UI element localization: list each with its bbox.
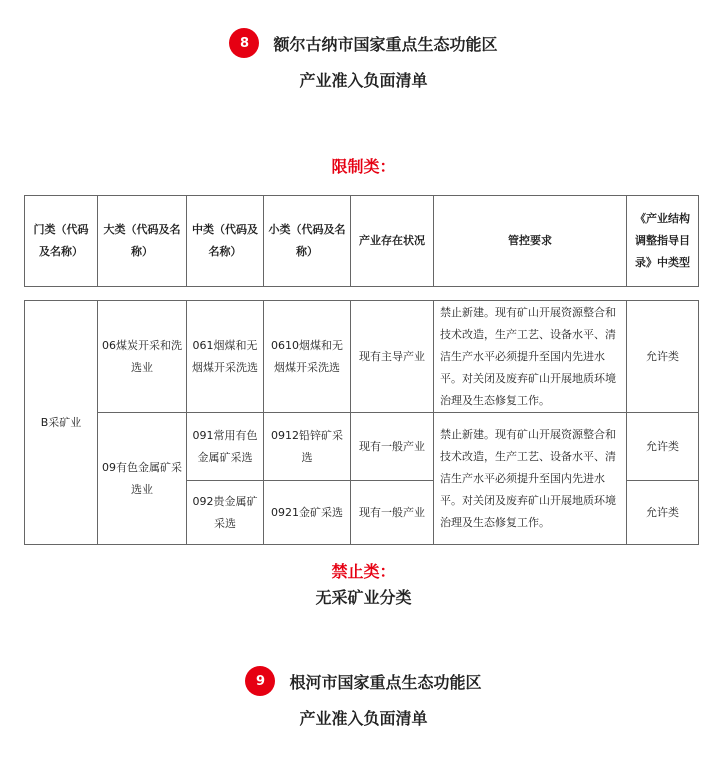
- cell-middle: 092贵金属矿采选: [187, 481, 264, 545]
- cell-control: 禁止新建。现有矿山开展资源整合和技术改造，生产工艺、设备水平、清洁生产水平必须提升至国内先进水平。对关闭及废弃矿山开展地质环境治理及生态修复工作。: [434, 301, 627, 413]
- header-control: 管控要求: [434, 196, 627, 287]
- table-row: [25, 301, 699, 413]
- header-category: 门类（代码及名称）: [25, 196, 98, 287]
- negative-list-table: [24, 195, 699, 545]
- section-8-subtitle: 产业准入负面清单: [299, 71, 428, 90]
- cell-status: 现有一般产业: [351, 481, 434, 545]
- cell-middle: 091常用有色金属矿采选: [187, 413, 264, 481]
- table-header-row: [25, 196, 699, 287]
- cell-major: 09有色金属矿采选业: [98, 413, 187, 545]
- header-middle: 中类（代码及名称）: [187, 196, 264, 287]
- section-8-title: 额尔古纳市国家重点生态功能区: [273, 34, 498, 54]
- section-9-heading: [0, 666, 727, 729]
- section-8-heading: [0, 28, 727, 91]
- prohibited-text: 无采矿业分类: [315, 588, 412, 607]
- cell-status: 现有主导产业: [351, 301, 434, 413]
- section-8-badge: 8: [229, 28, 259, 58]
- header-status: 产业存在状况: [351, 196, 434, 287]
- section-9-subtitle: 产业准入负面清单: [299, 709, 428, 728]
- header-type: 《产业结构调整指导目录》中类型: [627, 196, 699, 287]
- cell-control: 禁止新建。现有矿山开展资源整合和技术改造，生产工艺、设备水平、清洁生产水平必须提升至国内先进水平。对关闭及废弃矿山开展地质环境治理及生态修复工作。: [434, 413, 627, 545]
- cell-type: 允许类: [627, 301, 699, 413]
- cell-type: 允许类: [627, 413, 699, 481]
- prohibited-label: 禁止类：: [331, 562, 396, 581]
- restricted-label: 限制类：: [331, 157, 396, 176]
- table-spacer-row: [25, 287, 699, 301]
- cell-middle: 061烟煤和无烟煤开采洗选: [187, 301, 264, 413]
- cell-status: 现有一般产业: [351, 413, 434, 481]
- cell-minor: 0610烟煤和无烟煤开采洗选: [264, 301, 351, 413]
- section-9-badge: 9: [245, 666, 275, 696]
- section-9-title: 根河市国家重点生态功能区: [289, 672, 482, 692]
- table-row: [25, 413, 699, 481]
- header-minor: 小类（代码及名称）: [264, 196, 351, 287]
- cell-major: 06煤炭开采和洗选业: [98, 301, 187, 413]
- cell-type: 允许类: [627, 481, 699, 545]
- cell-minor: 0921金矿采选: [264, 481, 351, 545]
- header-major: 大类（代码及名称）: [98, 196, 187, 287]
- cell-minor: 0912铅锌矿采选: [264, 413, 351, 481]
- cell-category: B采矿业: [25, 301, 98, 545]
